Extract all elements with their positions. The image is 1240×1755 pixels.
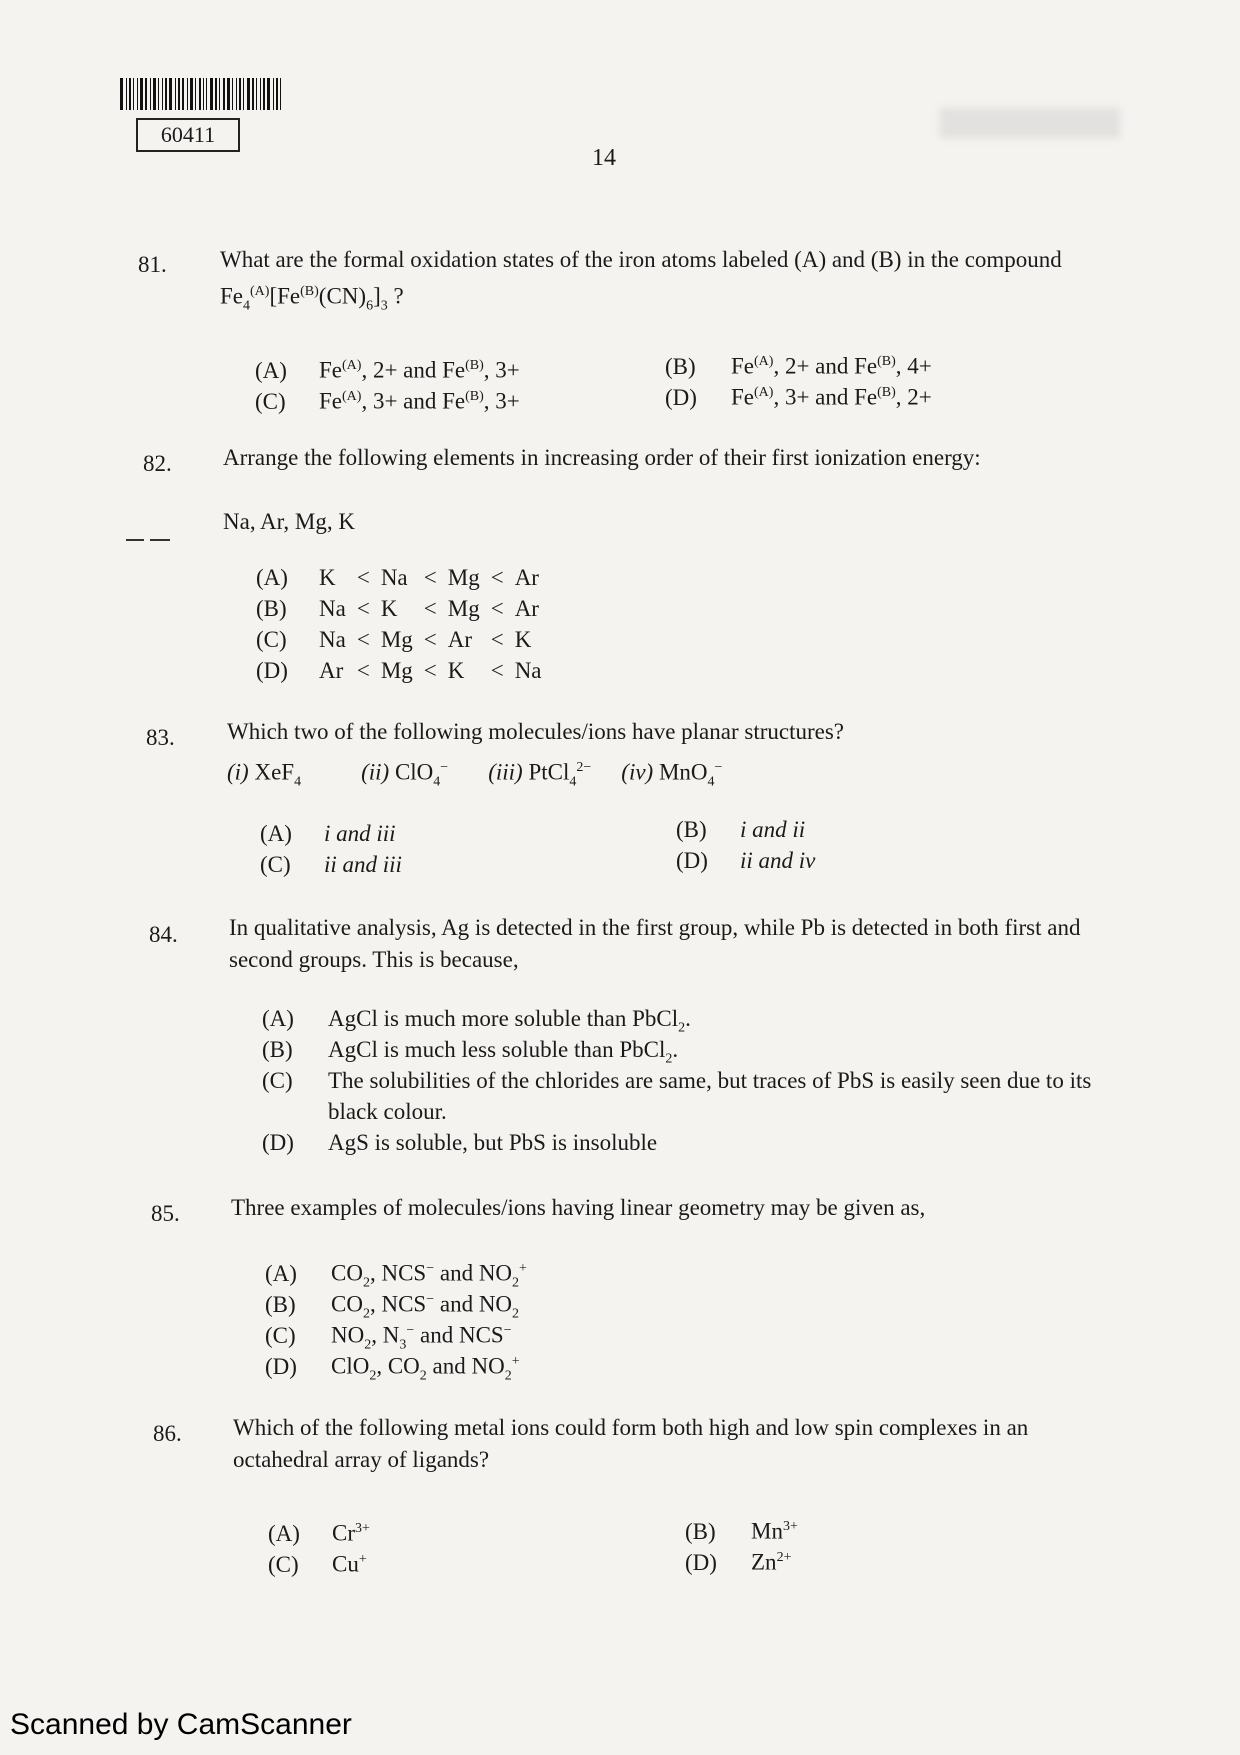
question-text: Three examples of molecules/ions having linear geometry may be given as, xyxy=(231,1195,926,1220)
option-a[interactable]: (A) $Cr^{3+}$ xyxy=(268,1520,370,1546)
element-list: Na, Ar, Mg, K xyxy=(223,509,355,534)
option-c[interactable]: (C) The solubilities of the chlorides are same, but traces of PbS is easily seen due to its black colour. xyxy=(262,1068,1092,1124)
question-text: In qualitative analysis, Ag is detected in the first group, while Pb is detected in both first and second groups. This is because, xyxy=(229,915,1081,972)
option-a[interactable]: (A) i and iii xyxy=(260,821,396,846)
option-b[interactable]: (B) $Fe^{(A)}$, 2+ and $Fe^{(B)}$, 4+ xyxy=(665,353,932,379)
option-a[interactable]: (A) AgCl is much more soluble than PbCl$_2$. xyxy=(262,1006,691,1036)
species-list: (i) XeF$_4$ (ii) ClO$_4$− (iii) PtCl$_4^{2-}$ (iv) MnO$_4$− xyxy=(227,759,723,790)
option-d[interactable]: (D) AgS is soluble, but PbS is insoluble xyxy=(262,1130,658,1155)
page-number: 14 xyxy=(592,145,616,171)
option-d[interactable]: (D) ClO$_2$, $CO_2$ and $NO_2^+$ xyxy=(265,1353,520,1384)
question-number: 83. xyxy=(146,725,175,750)
question-text: What are the formal oxidation states of the iron atoms labeled (A) and (B) in the compound $Fe_4^{(A)}[Fe^{(B)}(CN)_6]_3$ ? xyxy=(220,247,1062,314)
option-d[interactable]: (D) ii and iv xyxy=(676,848,816,873)
question-number: 84. xyxy=(149,922,178,947)
question-number: 81. xyxy=(138,252,167,277)
question-number: 82. xyxy=(143,451,172,476)
faded-stamp xyxy=(940,108,1120,138)
paper-code: 60411 xyxy=(136,118,240,152)
margin-mark xyxy=(150,539,170,541)
option-b[interactable]: (B) AgCl is much less soluble than PbCl$_2$. xyxy=(262,1037,679,1067)
option-a[interactable]: (A) $CO_2$, NCS− and $NO_2^+$ xyxy=(265,1260,527,1291)
question-text: Arrange the following elements in increasing order of their first ionization energy: xyxy=(223,445,981,470)
question-number: 85. xyxy=(151,1201,180,1226)
option-d[interactable]: (D) $Zn^{2+}$ xyxy=(685,1549,792,1575)
question-text: Which of the following metal ions could form both high and low spin complexes in an octahedral array of ligands? xyxy=(233,1415,1029,1472)
barcode xyxy=(120,78,306,110)
option-d[interactable]: (D) Ar < Mg < K < Na xyxy=(256,658,542,683)
option-b[interactable]: (B) $Mn^{3+}$ xyxy=(685,1518,798,1544)
option-c[interactable]: (C) Na < Mg < Ar < K xyxy=(256,627,532,652)
scanner-watermark: Scanned by CamScanner xyxy=(10,1708,352,1741)
option-c[interactable]: (C) Cu+ xyxy=(268,1551,367,1577)
option-a[interactable]: (A) $Fe^{(A)}$, 2+ and $Fe^{(B)}$, 3+ xyxy=(255,357,520,383)
option-a[interactable]: (A) K < Na < Mg < Ar xyxy=(256,565,539,590)
option-c[interactable]: (C) $NO_2$, $N_3^-$ and NCS− xyxy=(265,1322,512,1353)
option-d[interactable]: (D) $Fe^{(A)}$, 3+ and $Fe^{(B)}$, 2+ xyxy=(665,384,932,410)
option-b[interactable]: (B) Na < K < Mg < Ar xyxy=(256,596,539,621)
option-c[interactable]: (C) $Fe^{(A)}$, 3+ and $Fe^{(B)}$, 3+ xyxy=(255,388,520,414)
question-text: Which two of the following molecules/ions have planar structures? xyxy=(227,719,844,744)
question-number: 86. xyxy=(153,1421,182,1446)
option-b[interactable]: (B) i and ii xyxy=(676,817,806,842)
margin-mark xyxy=(126,539,144,541)
option-c[interactable]: (C) ii and iii xyxy=(260,852,402,877)
option-list xyxy=(256,562,553,686)
option-b[interactable]: (B) $CO_2$, NCS− and $NO_2$ xyxy=(265,1291,520,1322)
